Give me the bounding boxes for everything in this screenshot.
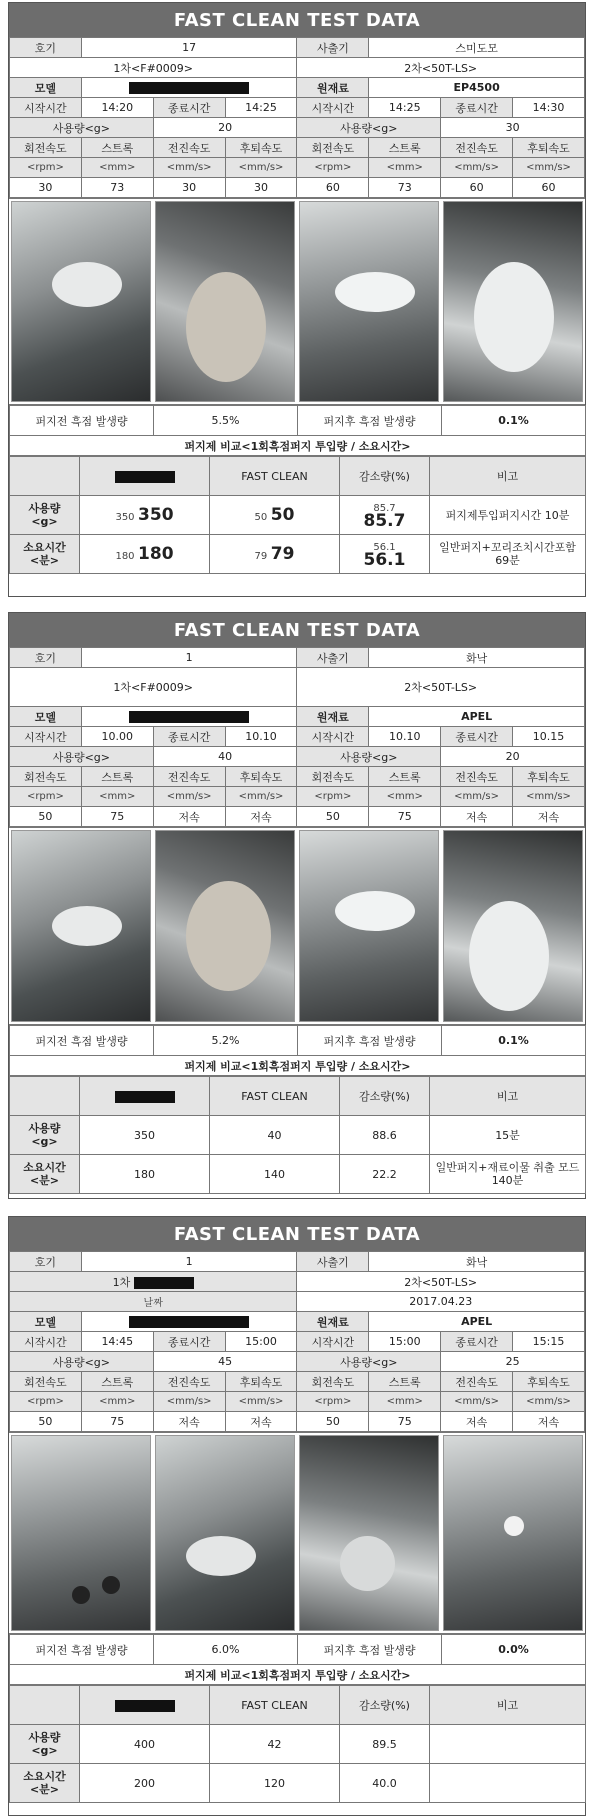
test-sheet-3 [8,1216,586,1816]
model-label: 모델 [10,707,82,727]
back-label: 후퇴속도 [513,138,585,158]
before-purge-value: 6.0% [154,1635,298,1665]
photo-before-machine [11,1435,151,1631]
time-reduction: 56.1 56.1 [340,535,430,574]
usage-old: 400 [80,1725,210,1764]
end-label: 종료시간 [441,727,513,747]
unit-mms: <mm/s> [153,1392,225,1412]
sheet-title: FAST CLEAN TEST DATA [9,1217,585,1251]
usage-reduction: 89.5 [340,1725,430,1764]
end-value-2: 14:30 [513,98,585,118]
remark-header: 비고 [430,1077,586,1116]
photo-row [9,198,585,405]
param-value: 저속 [513,807,585,827]
reduction-header: 감소량(%) [340,457,430,496]
usage-value-2: 30 [441,118,585,138]
photo-after-nozzle [443,1435,583,1631]
param-value: 30 [225,178,297,198]
param-value: 저속 [513,1412,585,1432]
model-value-redacted [81,707,297,727]
hogi-value: 1 [81,648,297,668]
photo-after-nozzle [299,201,439,402]
param-value: 저속 [153,807,225,827]
photo-before-purge [155,1435,295,1631]
usage-label: 사용량<g> [297,118,441,138]
fwd-label: 전진속도 [441,138,513,158]
usage-label: 사용량<g> [297,1352,441,1372]
param-value: 50 [10,807,82,827]
fwd-label: 전진속도 [153,1372,225,1392]
stroke-label: 스트록 [369,138,441,158]
header-table [9,647,585,827]
param-value: 75 [81,1412,153,1432]
usage-value-2: 25 [441,1352,585,1372]
fwd-label: 전진속도 [441,767,513,787]
start-label: 시작시간 [297,727,369,747]
time-fast-clean: 120 [210,1764,340,1803]
param-value: 73 [81,178,153,198]
stroke-label: 스트록 [369,1372,441,1392]
photo-after-purge [443,830,583,1022]
before-purge-label: 퍼지전 흑점 발생량 [10,1026,154,1056]
unit-mms: <mm/s> [153,787,225,807]
unit-mm: <mm> [369,1392,441,1412]
model-value-redacted [81,1312,297,1332]
usage-value-1: 40 [153,747,297,767]
rotation-label: 회전속도 [10,767,82,787]
usage-reduction: 85.7 85.7 [340,496,430,535]
competitor-redacted [80,1686,210,1725]
unit-mms: <mm/s> [441,1392,513,1412]
test-sheet-2 [8,612,586,1199]
competitor-redacted [80,1077,210,1116]
material-label: 원재료 [297,78,369,98]
after-purge-label: 퍼지후 흑점 발생량 [298,1635,442,1665]
unit-rpm: <rpm> [297,787,369,807]
time-fast-clean: 79 79 [210,535,340,574]
after-purge-value: 0.0% [442,1635,586,1665]
param-value: 저속 [441,1412,513,1432]
usage-row-label: 사용량 <g> [10,1725,80,1764]
end-value-1: 15:00 [225,1332,297,1352]
back-label: 후퇴속도 [513,767,585,787]
photo-before-purge [155,201,295,402]
end-label: 종료시간 [441,1332,513,1352]
compare-title: 퍼지제 비교<1회흑점퍼지 투입량 / 소요시간> [10,436,586,456]
unit-rpm: <rpm> [297,1392,369,1412]
param-value: 75 [369,1412,441,1432]
param-value: 30 [10,178,82,198]
second-stage: 2차<50T-LS> [297,668,585,707]
end-value-1: 14:25 [225,98,297,118]
param-value: 저속 [153,1412,225,1432]
time-old: 180 [80,1155,210,1194]
before-purge-label: 퍼지전 흑점 발생량 [10,406,154,436]
time-old: 180 180 [80,535,210,574]
before-purge-label: 퍼지전 흑점 발생량 [10,1635,154,1665]
usage-label: 사용량<g> [10,747,154,767]
model-value-redacted [81,78,297,98]
stroke-label: 스트록 [369,767,441,787]
usage-label: 사용량<g> [10,1352,154,1372]
time-fast-clean: 140 [210,1155,340,1194]
fwd-label: 전진속도 [153,138,225,158]
rotation-label: 회전속도 [10,138,82,158]
first-stage: 1차<F#0009> [10,58,297,78]
usage-fast-clean: 50 50 [210,496,340,535]
usage-value-2: 20 [441,747,585,767]
photo-row [9,827,585,1025]
unit-rpm: <rpm> [10,787,82,807]
time-row-label: 소요시간 <분> [10,1764,80,1803]
unit-rpm: <rpm> [10,1392,82,1412]
start-value-1: 10.00 [81,727,153,747]
compare-table [9,1685,586,1803]
stroke-label: 스트록 [81,138,153,158]
fast-clean-header: FAST CLEAN [210,1686,340,1725]
start-label: 시작시간 [10,1332,82,1352]
photo-before-nozzle [11,201,151,402]
time-remark: 일반퍼지+재료이물 취출 모드 140분 [430,1155,586,1194]
material-value: APEL [369,1312,585,1332]
end-label: 종료시간 [153,727,225,747]
test-sheet-1 [8,2,586,597]
back-label: 후퇴속도 [513,1372,585,1392]
start-label: 시작시간 [297,98,369,118]
hogi-label: 호기 [10,648,82,668]
usage-remark: 15분 [430,1116,586,1155]
unit-mms: <mm/s> [225,1392,297,1412]
stroke-label: 스트록 [81,767,153,787]
date-value: 2017.04.23 [297,1292,585,1312]
fast-clean-header: FAST CLEAN [210,457,340,496]
blank-cell [10,1686,80,1725]
param-value: 저속 [441,807,513,827]
material-value: EP4500 [369,78,585,98]
back-label: 후퇴속도 [225,767,297,787]
compare-title: 퍼지제 비교<1회흑점퍼지 투입량 / 소요시간> [10,1056,586,1076]
photo-row [9,1432,585,1634]
after-purge-value: 0.1% [442,1026,586,1056]
second-stage: 2차<50T-LS> [297,58,585,78]
material-label: 원재료 [297,1312,369,1332]
usage-row-label: 사용량 <g> [10,1116,80,1155]
start-label: 시작시간 [297,1332,369,1352]
remark-header: 비고 [430,457,586,496]
usage-value-1: 20 [153,118,297,138]
unit-mms: <mm/s> [225,158,297,178]
param-value: 60 [441,178,513,198]
hogi-value: 17 [81,38,297,58]
sheet-title: FAST CLEAN TEST DATA [9,3,585,37]
param-value: 50 [297,807,369,827]
compare-table [9,456,586,574]
unit-mms: <mm/s> [153,158,225,178]
param-value: 75 [369,807,441,827]
usage-old: 350 350 [80,496,210,535]
usage-value-1: 45 [153,1352,297,1372]
injector-label: 사출기 [297,648,369,668]
unit-mm: <mm> [81,787,153,807]
model-label: 모델 [10,1312,82,1332]
start-value-2: 15:00 [369,1332,441,1352]
rotation-label: 회전속도 [297,767,369,787]
remark-header: 비고 [430,1686,586,1725]
sheet-title: FAST CLEAN TEST DATA [9,613,585,647]
header-table [9,1251,585,1432]
start-value-1: 14:45 [81,1332,153,1352]
after-purge-label: 퍼지후 흑점 발생량 [298,1026,442,1056]
end-label: 종료시간 [153,98,225,118]
time-remark: 일반퍼지+꼬리조치시간포함 69분 [430,535,586,574]
end-label: 종료시간 [441,98,513,118]
stroke-label: 스트록 [81,1372,153,1392]
injector-value: 화낙 [369,1252,585,1272]
purge-result-table [9,1025,586,1076]
param-value: 60 [297,178,369,198]
injector-label: 사출기 [297,1252,369,1272]
fwd-label: 전진속도 [153,767,225,787]
competitor-redacted [80,457,210,496]
photo-after-purge [443,201,583,402]
time-old: 200 [80,1764,210,1803]
photo-before-purge [155,830,295,1022]
rotation-label: 회전속도 [297,1372,369,1392]
usage-label: 사용량<g> [297,747,441,767]
blank-cell [10,1077,80,1116]
compare-title: 퍼지제 비교<1회흑점퍼지 투입량 / 소요시간> [10,1665,586,1685]
usage-remark [430,1725,586,1764]
param-value: 75 [81,807,153,827]
param-value: 저속 [225,1412,297,1432]
end-value-2: 15:15 [513,1332,585,1352]
param-value: 60 [513,178,585,198]
purge-result-table [9,1634,586,1685]
time-row-label: 소요시간 <분> [10,535,80,574]
second-stage: 2차<50T-LS> [297,1272,585,1292]
usage-remark: 퍼지제투입퍼지시간 10분 [430,496,586,535]
first-stage: 1차 [10,1272,297,1292]
hogi-value: 1 [81,1252,297,1272]
header-table [9,37,585,198]
param-value: 저속 [225,807,297,827]
rotation-label: 회전속도 [297,138,369,158]
start-label: 시작시간 [10,727,82,747]
unit-rpm: <rpm> [297,158,369,178]
usage-label: 사용량<g> [10,118,154,138]
injector-value: 스미도모 [369,38,585,58]
photo-after-nozzle [299,830,439,1022]
end-value-1: 10.10 [225,727,297,747]
fast-clean-header: FAST CLEAN [210,1077,340,1116]
material-label: 원재료 [297,707,369,727]
start-value-2: 14:25 [369,98,441,118]
photo-before-nozzle [11,830,151,1022]
time-reduction: 40.0 [340,1764,430,1803]
date-label: 날짜 [10,1292,297,1312]
before-purge-value: 5.5% [154,406,298,436]
usage-row-label: 사용량 <g> [10,496,80,535]
material-value: APEL [369,707,585,727]
unit-mms: <mm/s> [225,787,297,807]
first-stage: 1차<F#0009> [10,668,297,707]
unit-mm: <mm> [369,787,441,807]
after-purge-value: 0.1% [442,406,586,436]
reduction-header: 감소량(%) [340,1077,430,1116]
start-value-2: 10.10 [369,727,441,747]
compare-table [9,1076,586,1194]
injector-value: 화낙 [369,648,585,668]
unit-mms: <mm/s> [513,158,585,178]
unit-mms: <mm/s> [441,158,513,178]
blank-cell [10,457,80,496]
hogi-label: 호기 [10,38,82,58]
unit-mms: <mm/s> [513,787,585,807]
unit-mm: <mm> [369,158,441,178]
back-label: 후퇴속도 [225,138,297,158]
end-label: 종료시간 [153,1332,225,1352]
hogi-label: 호기 [10,1252,82,1272]
usage-reduction: 88.6 [340,1116,430,1155]
fwd-label: 전진속도 [441,1372,513,1392]
end-value-2: 10.15 [513,727,585,747]
time-row-label: 소요시간 <분> [10,1155,80,1194]
unit-mms: <mm/s> [441,787,513,807]
usage-fast-clean: 40 [210,1116,340,1155]
start-label: 시작시간 [10,98,82,118]
model-label: 모델 [10,78,82,98]
usage-old: 350 [80,1116,210,1155]
param-value: 73 [369,178,441,198]
time-reduction: 22.2 [340,1155,430,1194]
param-value: 50 [297,1412,369,1432]
time-remark [430,1764,586,1803]
injector-label: 사출기 [297,38,369,58]
purge-result-table [9,405,586,456]
before-purge-value: 5.2% [154,1026,298,1056]
start-value-1: 14:20 [81,98,153,118]
rotation-label: 회전속도 [10,1372,82,1392]
reduction-header: 감소량(%) [340,1686,430,1725]
param-value: 50 [10,1412,82,1432]
usage-fast-clean: 42 [210,1725,340,1764]
after-purge-label: 퍼지후 흑점 발생량 [298,406,442,436]
unit-mm: <mm> [81,158,153,178]
back-label: 후퇴속도 [225,1372,297,1392]
unit-mm: <mm> [81,1392,153,1412]
param-value: 30 [153,178,225,198]
unit-rpm: <rpm> [10,158,82,178]
unit-mms: <mm/s> [513,1392,585,1412]
photo-after-purge-lump [299,1435,439,1631]
